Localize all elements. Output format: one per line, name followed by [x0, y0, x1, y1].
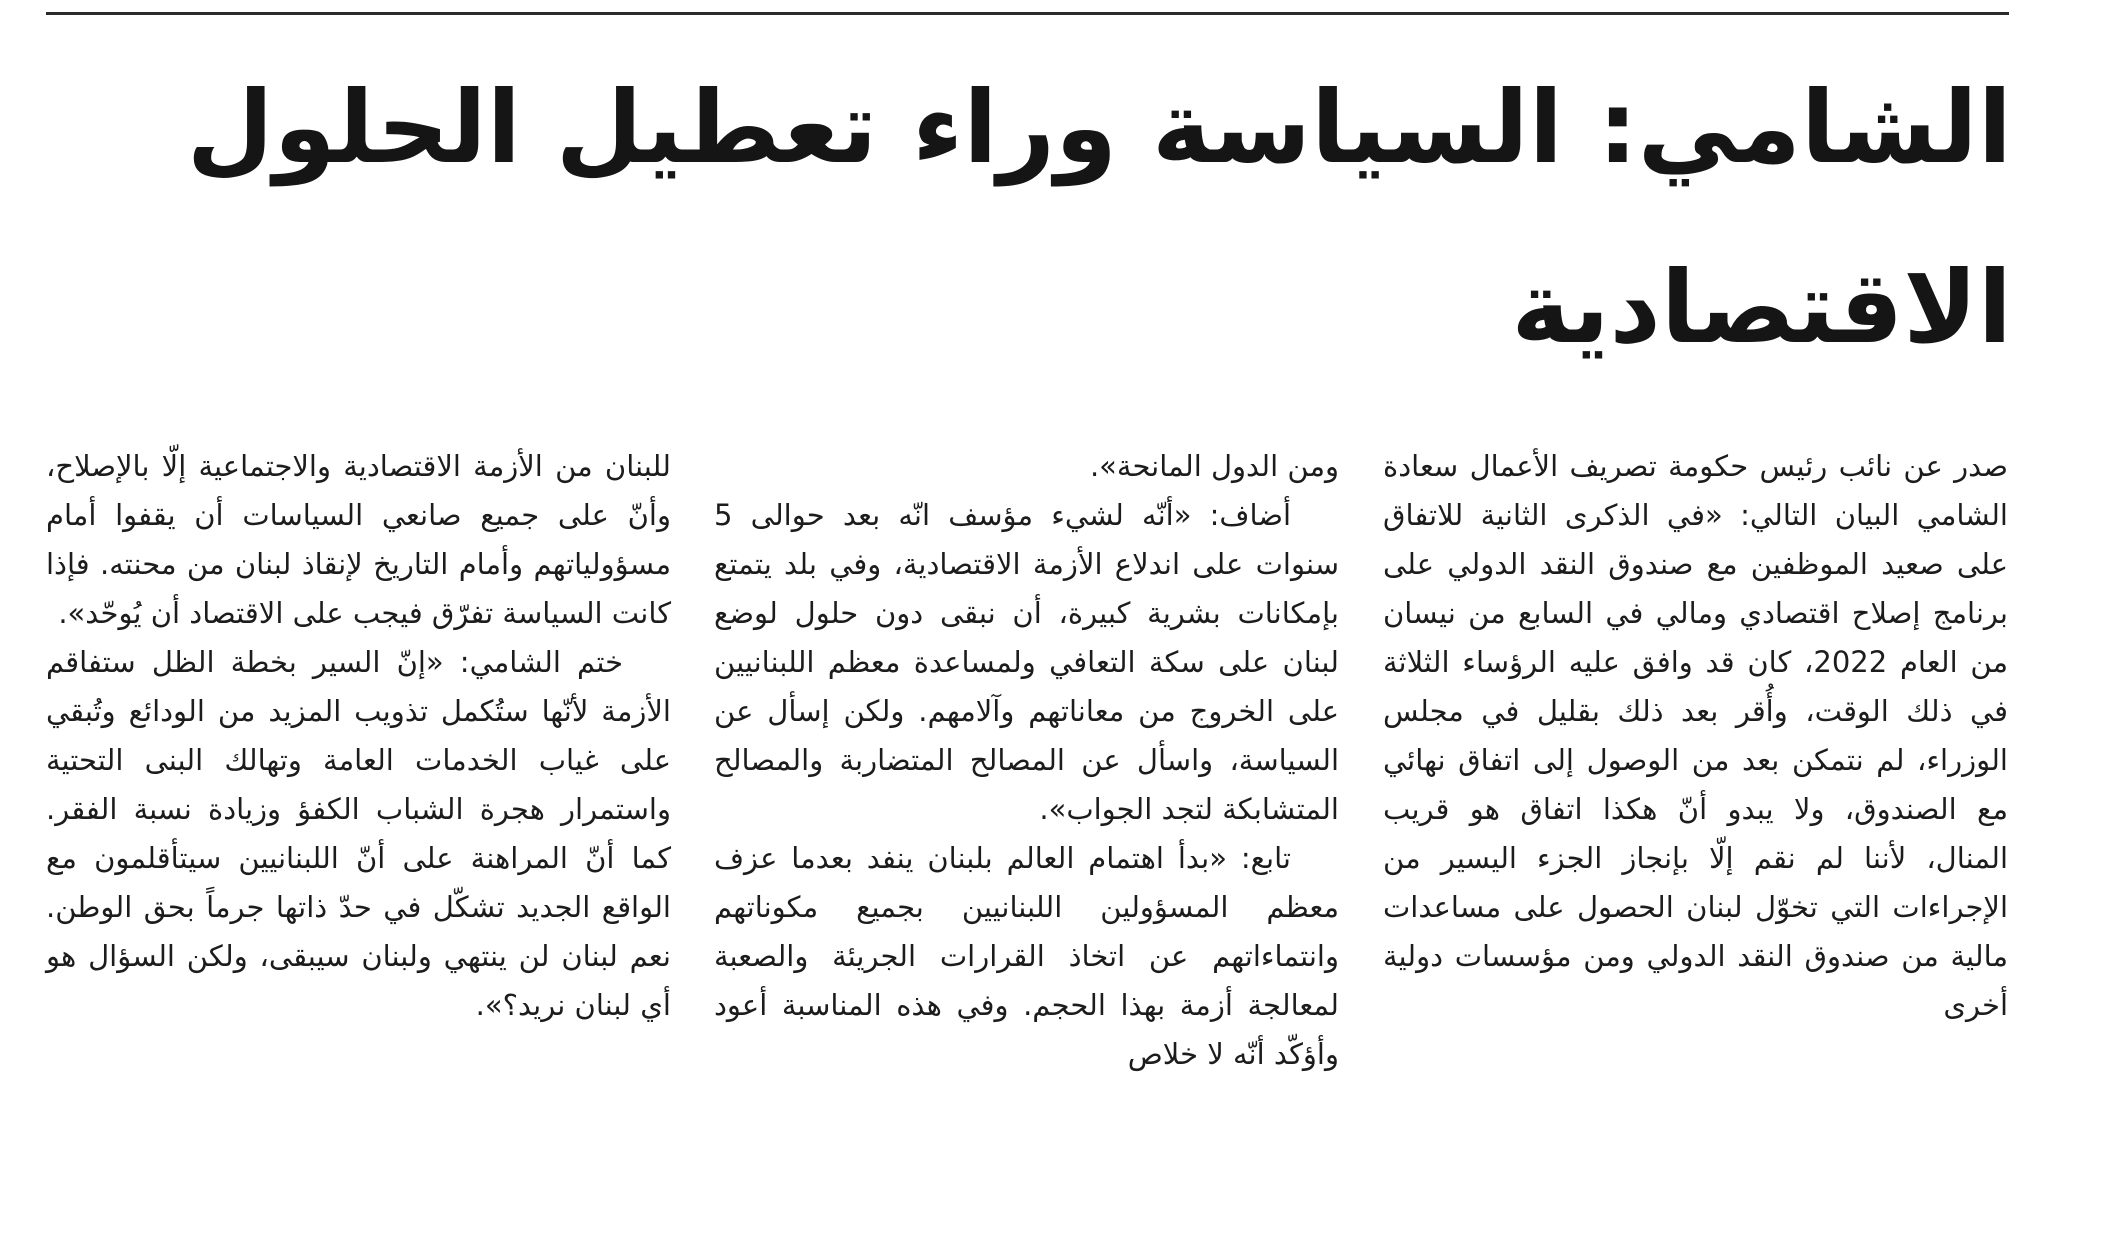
top-rule: [46, 12, 2009, 15]
paragraph: للبنان من الأزمة الاقتصادية والاجتماعية إلّا بالإصلاح، وأنّ على جميع صانعي السياسات أن يقفوا أمام مسؤولياتهم وأمام التاريخ لإنقاذ لبنان من محنته. فإذا كانت السياسة تفرّق فيجب على الاقتصاد أن يُوحّد».: [46, 449, 671, 630]
paragraph: ختم الشامي: «إنّ السير بخطة الظل ستفاقم الأزمة لأنّها ستُكمل تذويب المزيد من الودائع وتُبقي على غياب الخدمات العامة وتهالك البنى التحتية واستمرار هجرة الشباب الكفؤ وزيادة نسبة الفقر. كما أنّ المراهنة على أنّ اللبنانيين سيتأقلمون مع الواقع الجديد تشكّل في حدّ ذاتها جرماً بحق الوطن. نعم لبنان لن ينتهي ولبنان سيبقى، ولكن السؤال هو أي لبنان نريد؟».: [46, 645, 671, 1022]
paragraph: ومن الدول المانحة».: [1089, 449, 1339, 483]
article-column-3: [46, 442, 671, 1030]
paragraph: صدر عن نائب رئيس حكومة تصريف الأعمال سعادة الشامي البيان التالي: «في الذكرى الثانية للاتفاق على صعيد الموظفين مع صندوق النقد الدولي على برنامج إصلاح اقتصادي ومالي في السابع من نيسان من العام 2022، كان قد وافق عليه الرؤساء الثلاثة في ذلك الوقت، وأُقر بعد ذلك بقليل في مجلس الوزراء، لم نتمكن بعد من الوصول إلى اتفاق نهائي مع الصندوق، ولا يبدو أنّ هكذا اتفاق هو قريب المنال، لأننا لم نقم إلّا بإنجاز الجزء اليسير من الإجراءات التي تخوّل لبنان الحصول على مساعدات مالية من صندوق النقد الدولي ومن مؤسسات دولية أخرى: [1383, 449, 2008, 1022]
article-headline: الشامي: السياسة وراء تعطيل الحلول الاقتصادية: [186, 69, 2012, 366]
article-column-2: [714, 442, 1339, 1079]
paragraph: تابع: «بدأ اهتمام العالم بلبنان ينفد بعدما عزف معظم المسؤولين اللبنانيين بجميع مكوناتهم وانتماءاتهم عن اتخاذ القرارات الجريئة والصعبة لمعالجة أزمة بهذا الحجم. وفي هذه المناسبة أعود وأؤكّد أنّه لا خلاص: [714, 841, 1339, 1071]
paragraph: أضاف: «أنّه لشيء مؤسف انّه بعد حوالى 5 سنوات على اندلاع الأزمة الاقتصادية، وفي بلد يتمتع بإمكانات بشرية كبيرة، أن نبقى دون حلول لوضع لبنان على سكة التعافي ولمساعدة معظم اللبنانيين على الخروج من معاناتهم وآلامهم. ولكن إسأل عن السياسة، واسأل عن المصالح المتضاربة والمصالح المتشابكة لتجد الجواب».: [714, 498, 1339, 826]
article-column-1: [1383, 442, 2008, 1030]
